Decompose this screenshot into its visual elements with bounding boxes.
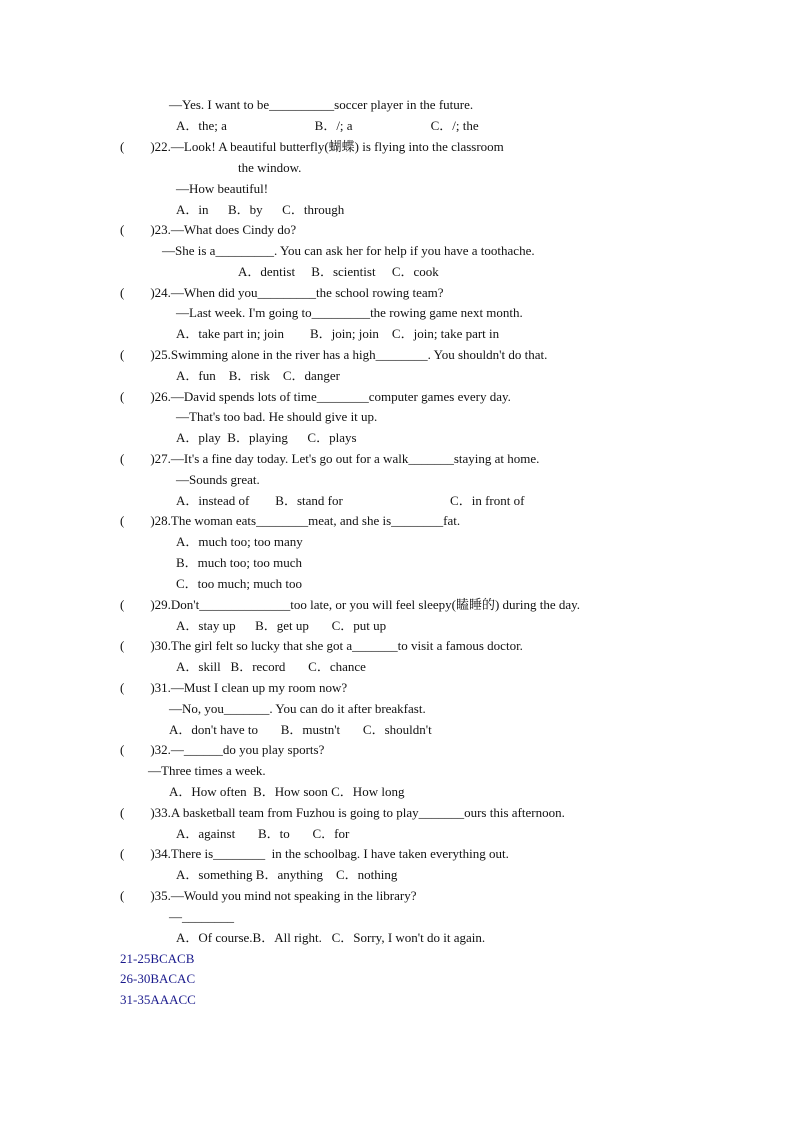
question-31-reply: —No, you_______. You can do it after breakfast. (169, 701, 426, 716)
question-29: ( )29.Don't______________too late, or you will feel sleepy(瞌睡的) during the day. (120, 597, 581, 612)
question-30-options: A．skill B．record C．chance (176, 659, 366, 674)
question-26-options: A．play B．playing C．plays (176, 430, 357, 445)
question-34-options: A．something B．anything C．nothing (176, 867, 398, 882)
question-32-reply: —Three times a week. (148, 763, 266, 778)
question-31: ( )31.—Must I clean up my room now? (120, 680, 348, 695)
question-26-reply: —That's too bad. He should give it up. (176, 409, 378, 424)
question-32: ( )32.—______do you play sports? (120, 742, 325, 757)
question-31-options: A．don't have to B．mustn't C．shouldn't (169, 722, 432, 737)
question-35-reply: —________ (169, 909, 234, 924)
question-26: ( )26.—David spends lots of time________computer games every day. (120, 389, 511, 404)
question-28-option-c: C．too much; much too (176, 576, 303, 591)
question-28-option-b: B．much too; too much (176, 555, 303, 570)
answer-key-26-30: 26-30BACAC (120, 971, 196, 986)
question-22-reply: —How beautiful! (176, 181, 269, 196)
question-28: ( )28.The woman eats________meat, and she is________fat. (120, 513, 461, 528)
question-22-options: A．in B．by C．through (176, 202, 345, 217)
answer-key-31-35: 31-35AAACC (120, 992, 196, 1007)
question-25: ( )25.Swimming alone in the river has a high________. You shouldn't do that. (120, 347, 548, 362)
question-25-options: A．fun B．risk C．danger (176, 368, 340, 383)
question-32-options: A．How often B．How soon C．How long (169, 784, 405, 799)
question-22: ( )22.—Look! A beautiful butterfly(蝴蝶) is flying into the classroom (120, 139, 504, 154)
question-33: ( )33.A basketball team from Fuzhou is going to play_______ours this afternoon. (120, 805, 565, 820)
question-28-option-a: A．much too; too many (176, 534, 303, 549)
line-21-answer-prompt: —Yes. I want to be__________soccer player in the future. (169, 97, 474, 112)
question-23-options: A．dentist B．scientist C．cook (238, 264, 439, 279)
question-35-options: A．Of course.B．All right. C．Sorry, I won't do it again. (176, 930, 486, 945)
question-27: ( )27.—It's a fine day today. Let's go out for a walk_______staying at home. (120, 451, 540, 466)
question-27-options: A．instead of B．stand for C．in front of (176, 493, 525, 508)
line-21-options: A．the; a B．/; a C．/; the (176, 118, 479, 133)
question-23: ( )23.—What does Cindy do? (120, 222, 297, 237)
question-33-options: A．against B．to C．for (176, 826, 350, 841)
answer-key-21-25: 21-25BCACB (120, 951, 195, 966)
question-23-reply: —She is a_________. You can ask her for help if you have a toothache. (162, 243, 535, 258)
question-30: ( )30.The girl felt so lucky that she got a_______to visit a famous doctor. (120, 638, 523, 653)
question-24-reply: —Last week. I'm going to_________the rowing game next month. (176, 305, 523, 320)
question-24-options: A．take part in; join B．join; join C．join; take part in (176, 326, 500, 341)
question-27-reply: —Sounds great. (176, 472, 260, 487)
question-29-options: A．stay up B．get up C．put up (176, 618, 387, 633)
question-35: ( )35.—Would you mind not speaking in the library? (120, 888, 417, 903)
question-34: ( )34.There is________ in the schoolbag. I have taken everything out. (120, 846, 509, 861)
question-24: ( )24.—When did you_________the school rowing team? (120, 285, 444, 300)
question-22-cont: the window. (238, 160, 302, 175)
